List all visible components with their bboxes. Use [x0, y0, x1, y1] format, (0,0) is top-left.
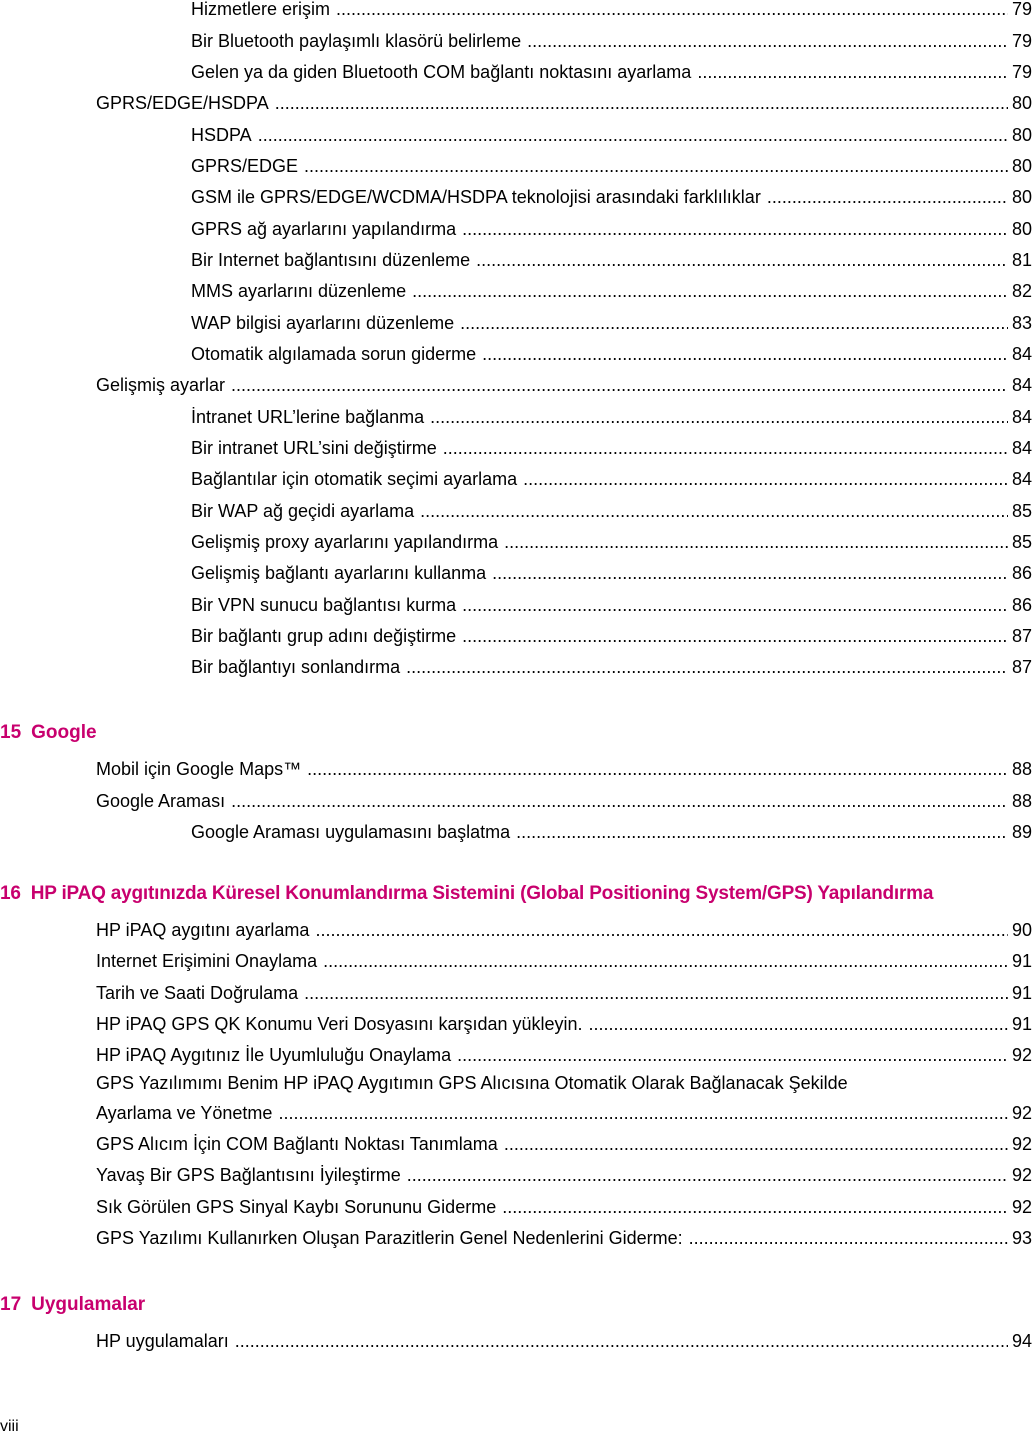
toc-entry-title: HP iPAQ aygıtını ayarlama	[96, 920, 310, 940]
dot-leader	[504, 531, 1008, 553]
dot-leader	[504, 1133, 1008, 1155]
dot-leader	[767, 186, 1008, 208]
toc-entry[interactable]	[191, 55, 1032, 83]
toc-entry[interactable]	[96, 1096, 1032, 1124]
toc-entry-title-line1[interactable]: GPS Yazılımımı Benim HP iPAQ Aygıtımın GPS Alıcısına Otomatik Olarak Bağlanacak Şekilde	[96, 1073, 848, 1093]
toc-entry-title: Hizmetlere erişim	[191, 0, 331, 19]
toc-entry-title: GSM ile GPRS/EDGE/WCDMA/HSDPA teknolojisi arasındaki farklılıklar	[191, 187, 761, 207]
toc-entry-title: HSDPA	[191, 125, 252, 145]
toc-entry-title: Bir Internet bağlantısını düzenleme	[191, 250, 471, 270]
toc-entry[interactable]	[96, 1221, 1032, 1249]
dot-leader	[589, 1013, 1008, 1035]
toc-entry-page: 79	[1011, 62, 1032, 82]
toc-entry[interactable]	[191, 306, 1032, 334]
toc-entry-page: 80	[1011, 93, 1032, 113]
toc-entry[interactable]	[96, 944, 1032, 972]
toc-entry[interactable]	[191, 243, 1032, 271]
toc-entry-page: 88	[1011, 759, 1032, 779]
toc-entry-page: 84	[1011, 375, 1032, 395]
toc-entry-title: Google Araması	[96, 791, 226, 811]
dot-leader	[231, 374, 1008, 396]
toc-entry[interactable]	[96, 784, 1032, 812]
toc-entry[interactable]	[191, 400, 1032, 428]
toc-entry-page: 79	[1011, 31, 1032, 51]
chapter-number: 15	[0, 722, 22, 743]
dot-leader	[492, 562, 1008, 584]
toc-entry-title: MMS ayarlarını düzenleme	[191, 281, 407, 301]
dot-leader	[476, 249, 1008, 271]
toc-entry[interactable]	[191, 337, 1032, 365]
toc-entry-title: Bir VPN sunucu bağlantısı kurma	[191, 595, 457, 615]
toc-entry[interactable]	[96, 368, 1032, 396]
toc-entry-title: Sık Görülen GPS Sinyal Kaybı Sorununu Giderme	[96, 1197, 497, 1217]
toc-entry-title: Gelen ya da giden Bluetooth COM bağlantı noktasını ayarlama	[191, 62, 692, 82]
dot-leader	[523, 468, 1008, 490]
toc-entry-title: Gelişmiş ayarlar	[96, 375, 226, 395]
dot-leader	[307, 758, 1008, 780]
dot-leader	[231, 790, 1008, 812]
toc-entry-page: 86	[1011, 595, 1032, 615]
toc-entry-title: Bir bağlantıyı sonlandırma	[191, 657, 401, 677]
dot-leader	[516, 821, 1008, 843]
toc-entry-title: Bir WAP ağ geçidi ayarlama	[191, 501, 415, 521]
toc-entry-title: HP iPAQ GPS QK Konumu Veri Dosyasını karşıdan yükleyin.	[96, 1014, 583, 1034]
toc-entry-page: 92	[1011, 1197, 1032, 1217]
dot-leader	[406, 656, 1008, 678]
chapter-number: 16	[0, 883, 21, 904]
toc-entry-page: 84	[1011, 344, 1032, 364]
dot-leader	[420, 500, 1008, 522]
toc-entry-page: 80	[1011, 187, 1032, 207]
toc-entry[interactable]	[191, 149, 1032, 177]
dot-leader	[430, 406, 1008, 428]
toc-entry[interactable]	[191, 24, 1032, 52]
toc-entry-page: 79	[1011, 0, 1032, 19]
chapter-number: 17	[0, 1294, 22, 1315]
toc-entry-page: 92	[1011, 1165, 1032, 1185]
toc-entry-page: 84	[1011, 407, 1032, 427]
dot-leader	[275, 92, 1008, 114]
toc-entry[interactable]	[191, 462, 1032, 490]
toc-entry-page: 80	[1011, 156, 1032, 176]
toc-entry-page: 85	[1011, 532, 1032, 552]
toc-entry-title: GPRS/EDGE/HSDPA	[96, 93, 269, 113]
toc-entry-title: Ayarlama ve Yönetme	[96, 1103, 273, 1123]
toc-entry[interactable]	[191, 556, 1032, 584]
toc-entry-page: 80	[1011, 125, 1032, 145]
toc-entry-page: 92	[1011, 1134, 1032, 1154]
dot-leader	[304, 982, 1008, 1004]
toc-entry[interactable]	[191, 650, 1032, 678]
toc-entry[interactable]	[96, 1158, 1032, 1186]
dot-leader	[462, 594, 1008, 616]
toc-entry-page: 83	[1011, 313, 1032, 333]
toc-entry-page: 94	[1011, 1331, 1032, 1351]
toc-entry-title: İntranet URL’lerine bağlanma	[191, 407, 425, 427]
dot-leader	[304, 155, 1008, 177]
toc-entry[interactable]	[191, 118, 1032, 146]
dot-leader	[462, 218, 1008, 240]
toc-entry-page: 81	[1011, 250, 1032, 270]
toc-entry[interactable]	[96, 86, 1032, 114]
chapter-heading[interactable]	[0, 883, 933, 905]
toc-entry-title: Yavaş Bir GPS Bağlantısını İyileştirme	[96, 1165, 401, 1185]
toc-entry-title: Google Araması uygulamasını başlatma	[191, 822, 511, 842]
dot-leader	[323, 950, 1008, 972]
toc-entry-title: Bir Bluetooth paylaşımlı klasörü belirleme	[191, 31, 522, 51]
toc-entry-title: Gelişmiş proxy ayarlarını yapılandırma	[191, 532, 499, 552]
toc-entry-page: 89	[1011, 822, 1032, 842]
toc-entry-title: Bir bağlantı grup adını değiştirme	[191, 626, 457, 646]
toc-entry[interactable]	[191, 588, 1032, 616]
dot-leader	[689, 1227, 1008, 1249]
toc-entry-page: 88	[1011, 791, 1032, 811]
toc-entry[interactable]	[191, 619, 1032, 647]
chapter-title: HP iPAQ aygıtınızda Küresel Konumlandırma Sistemini (Global Positioning System/GPS) Yapılandırma	[30, 883, 934, 904]
toc-entry-title: Mobil için Google Maps™	[96, 759, 302, 779]
toc-entry-page: 85	[1011, 501, 1032, 521]
dot-leader	[457, 1044, 1008, 1066]
toc-entry-page: 93	[1011, 1228, 1032, 1248]
toc-entry-title: GPS Yazılımı Kullanırken Oluşan Parazitlerin Genel Nedenlerini Giderme:	[96, 1228, 683, 1248]
toc-entry-page: 92	[1011, 1045, 1032, 1065]
toc-entry[interactable]	[96, 1324, 1032, 1352]
dot-leader	[502, 1196, 1008, 1218]
toc-entry-title: GPS Alıcım İçin COM Bağlantı Noktası Tanımlama	[96, 1134, 498, 1154]
chapter-heading[interactable]	[0, 1294, 145, 1316]
toc-entry[interactable]	[191, 525, 1032, 553]
dot-leader	[482, 343, 1008, 365]
toc-entry[interactable]	[96, 752, 1032, 780]
toc-entry-page: 91	[1011, 951, 1032, 971]
dot-leader	[462, 625, 1008, 647]
toc-entry[interactable]	[191, 0, 1032, 20]
toc-entry[interactable]	[191, 494, 1032, 522]
toc-entry-page: 84	[1011, 469, 1032, 489]
toc-entry[interactable]	[96, 976, 1032, 1004]
toc-entry-page: 84	[1011, 438, 1032, 458]
toc-entry-page: 80	[1011, 219, 1032, 239]
toc-entry-title: GPRS ağ ayarlarını yapılandırma	[191, 219, 457, 239]
dot-leader	[460, 312, 1008, 334]
toc-entry-title: Tarih ve Saati Doğrulama	[96, 983, 299, 1003]
toc-entry-page: 91	[1011, 983, 1032, 1003]
toc-entry[interactable]	[96, 1038, 1032, 1066]
dot-leader	[527, 30, 1008, 52]
dot-leader	[697, 61, 1008, 83]
toc-entry[interactable]	[191, 180, 1032, 208]
toc-entry-title: GPRS/EDGE	[191, 156, 299, 176]
toc-entry-page: 86	[1011, 563, 1032, 583]
dot-leader	[315, 919, 1008, 941]
toc-entry-title: Gelişmiş bağlantı ayarlarını kullanma	[191, 563, 487, 583]
toc-entry-page: 90	[1011, 920, 1032, 940]
toc-entry[interactable]	[96, 1007, 1032, 1035]
toc-entry-title: Otomatik algılamada sorun giderme	[191, 344, 477, 364]
toc-entry-title: Internet Erişimini Onaylama	[96, 951, 318, 971]
toc-entry-title: Bağlantılar için otomatik seçimi ayarlama	[191, 469, 518, 489]
toc-entry[interactable]	[96, 1190, 1032, 1218]
toc-entry-title: HP uygulamaları	[96, 1331, 229, 1351]
toc-entry-page: 92	[1011, 1103, 1032, 1123]
dot-leader	[258, 124, 1008, 146]
toc-entry-page: 91	[1011, 1014, 1032, 1034]
toc-entry-title: Bir intranet URL’sini değiştirme	[191, 438, 437, 458]
chapter-title: Google	[31, 722, 97, 743]
toc-entry[interactable]	[191, 431, 1032, 459]
toc-entry[interactable]	[96, 913, 1032, 941]
chapter-heading[interactable]	[0, 722, 97, 744]
dot-leader	[235, 1330, 1008, 1352]
toc-entry-page: 87	[1011, 626, 1032, 646]
dot-leader	[412, 280, 1008, 302]
dot-leader	[336, 0, 1008, 20]
dot-leader	[443, 437, 1008, 459]
toc-entry[interactable]	[191, 212, 1032, 240]
toc-entry[interactable]	[191, 274, 1032, 302]
dot-leader	[278, 1102, 1008, 1124]
toc-entry[interactable]	[191, 815, 1032, 843]
page-number: viii	[0, 1418, 19, 1435]
toc-entry-title: WAP bilgisi ayarlarını düzenleme	[191, 313, 455, 333]
toc-entry-title: HP iPAQ Aygıtınız İle Uyumluluğu Onaylama	[96, 1045, 452, 1065]
dot-leader	[407, 1164, 1008, 1186]
toc-entry-page: 82	[1011, 281, 1032, 301]
toc-entry-page: 87	[1011, 657, 1032, 677]
toc-entry[interactable]	[96, 1127, 1032, 1155]
chapter-title: Uygulamalar	[31, 1294, 146, 1315]
